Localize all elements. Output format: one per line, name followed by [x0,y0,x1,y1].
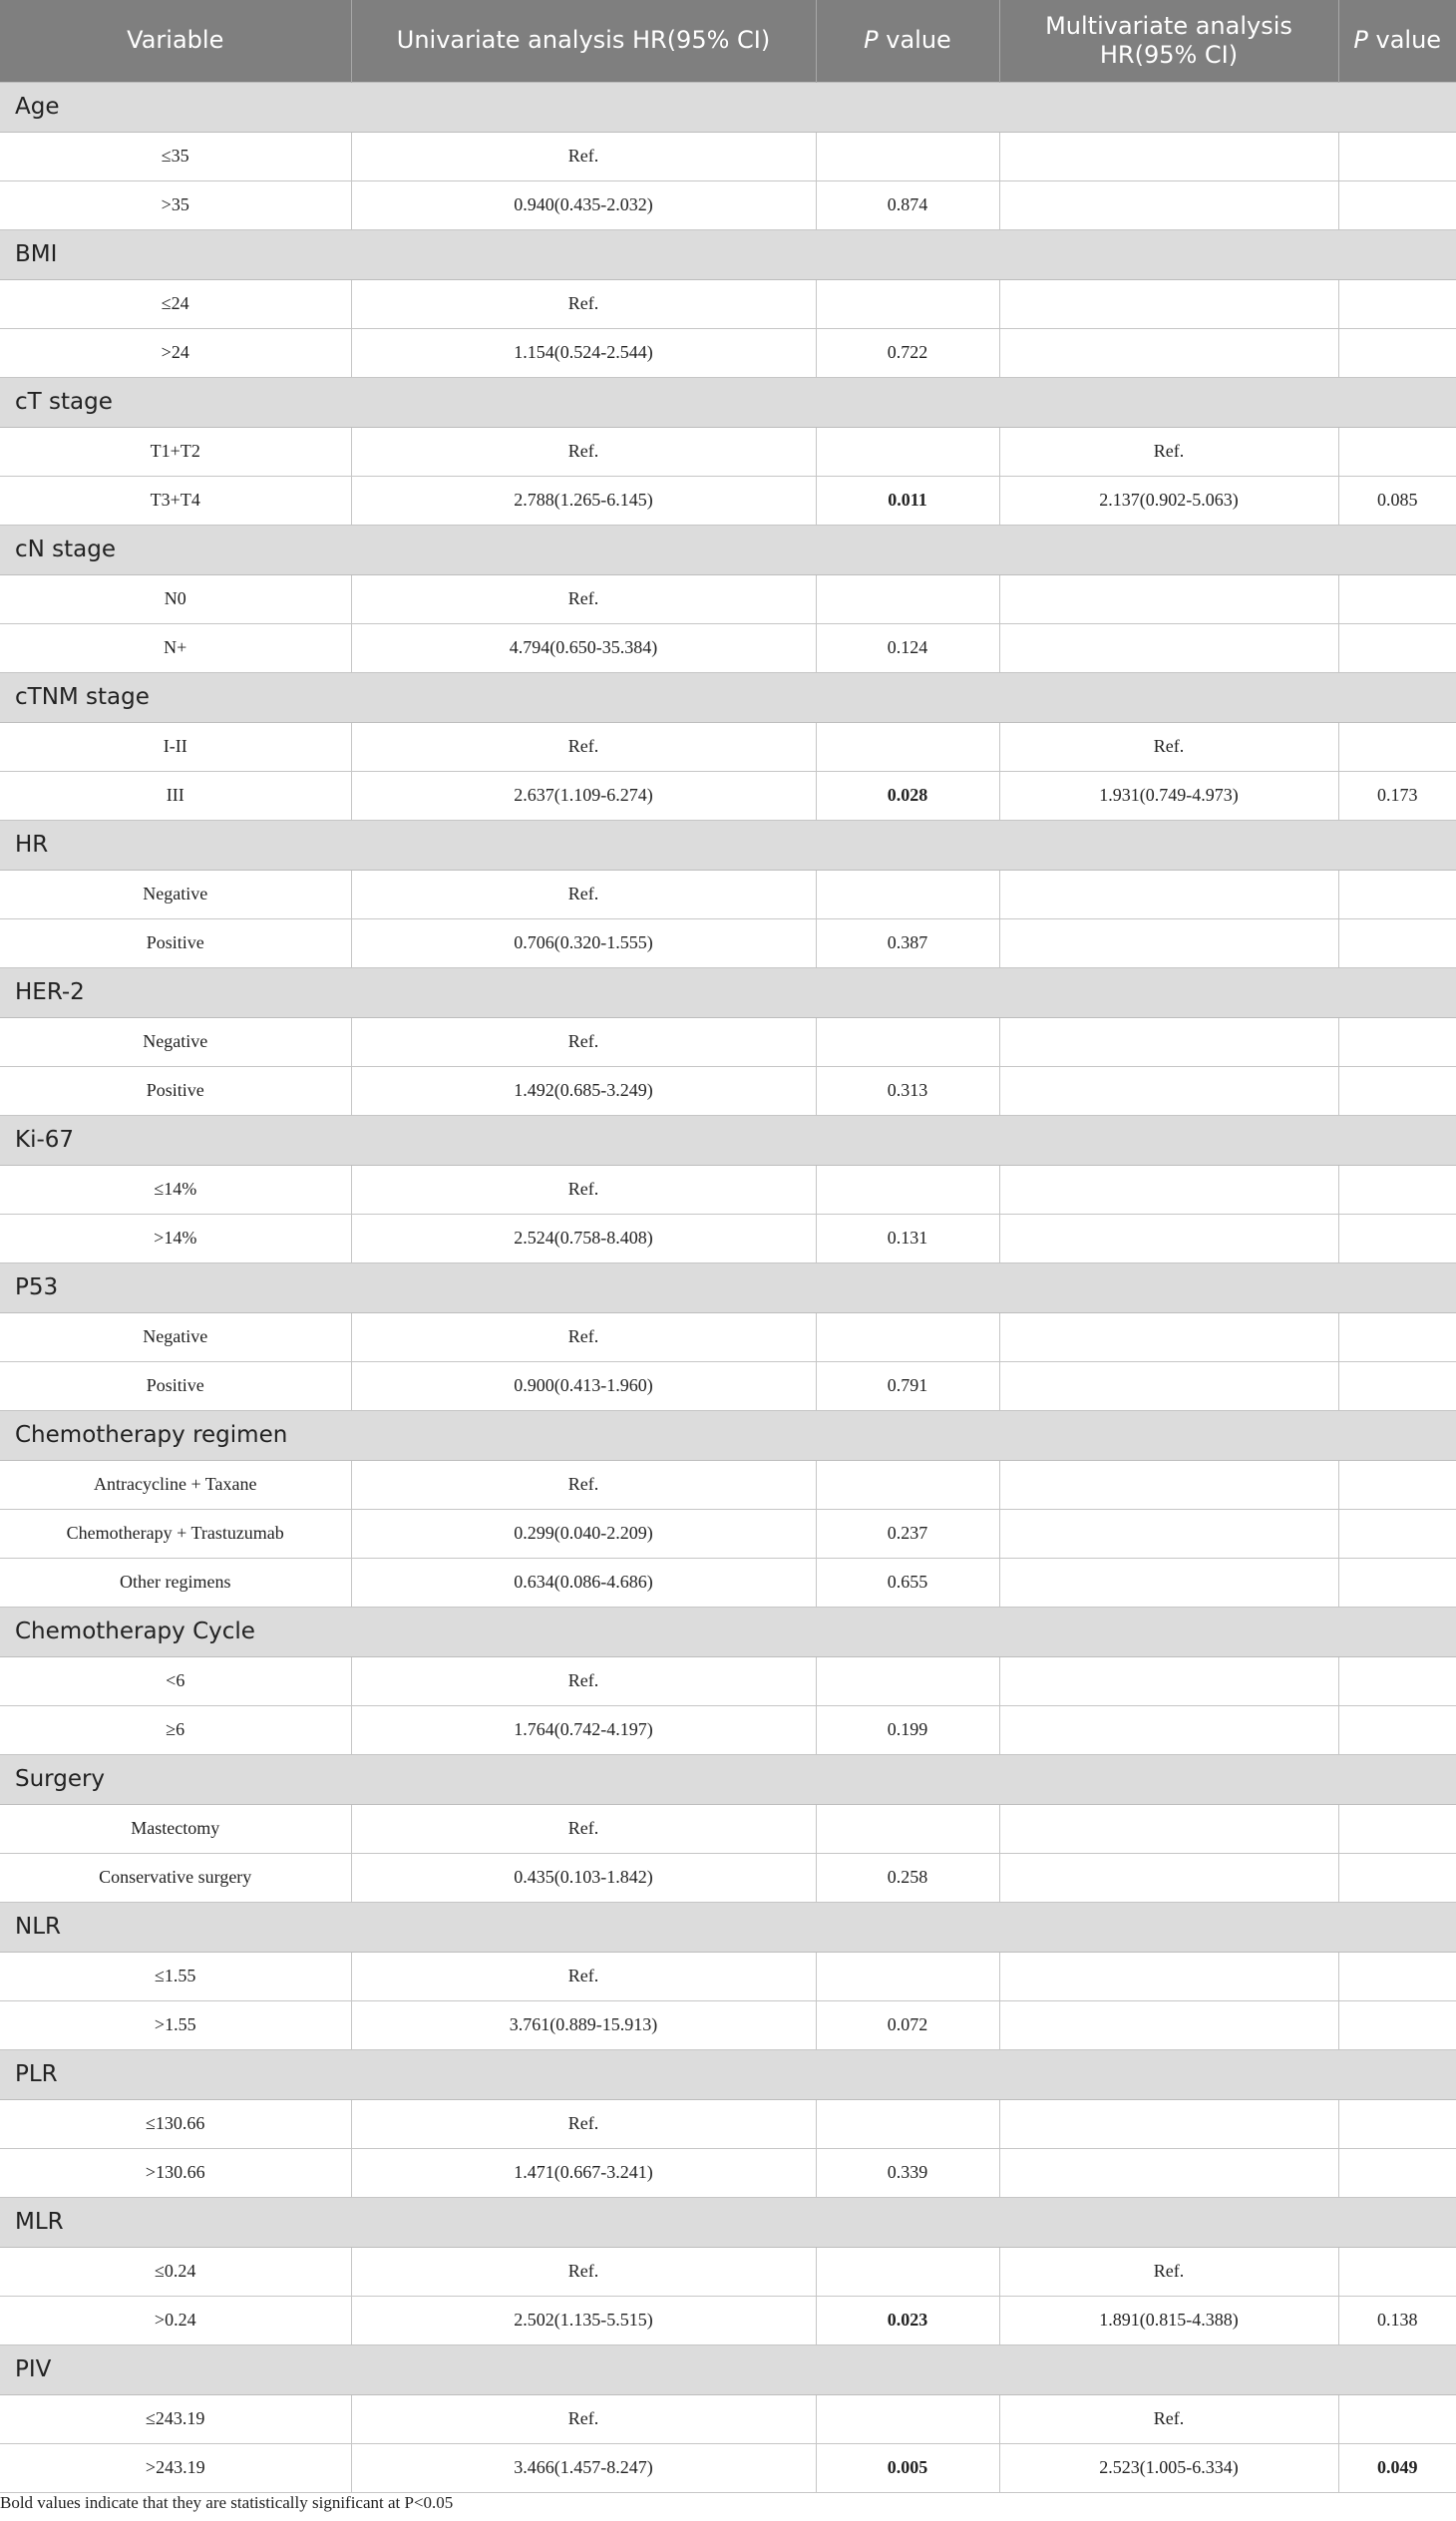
cell-univariate-hr: 2.524(0.758-8.408) [351,1214,816,1262]
table-row [0,476,1456,525]
cell-multivariate-hr: Ref. [999,2247,1338,2296]
group-row [0,82,1456,132]
cell-multivariate-hr [999,1804,1338,1853]
cell-univariate-p [816,1460,999,1509]
table-row [0,870,1456,918]
cell-multivariate-p [1338,2148,1456,2197]
cell-univariate-hr: 0.900(0.413-1.960) [351,1361,816,1410]
cell-multivariate-hr [999,180,1338,229]
cell-univariate-p: 0.258 [816,1853,999,1902]
cell-variable-level: Other regimens [0,1558,351,1607]
group-row [0,1607,1456,1656]
cell-multivariate-p [1338,2000,1456,2049]
group-label: P53 [0,1262,1456,1312]
group-label: MLR [0,2197,1456,2247]
cell-variable-level: Negative [0,870,351,918]
cell-variable-level: >0.24 [0,2296,351,2344]
cell-variable-level: >130.66 [0,2148,351,2197]
table-row [0,1804,1456,1853]
table-row [0,1312,1456,1361]
group-label: Chemotherapy regimen [0,1410,1456,1460]
cell-multivariate-p: 0.085 [1338,476,1456,525]
cell-multivariate-p [1338,623,1456,672]
cell-variable-level: Negative [0,1312,351,1361]
cell-multivariate-p [1338,1361,1456,1410]
cell-multivariate-hr [999,1312,1338,1361]
cell-multivariate-p [1338,279,1456,328]
group-label: cT stage [0,377,1456,427]
cell-multivariate-p [1338,328,1456,377]
group-label: Chemotherapy Cycle [0,1607,1456,1656]
cell-multivariate-hr [999,870,1338,918]
cell-univariate-hr: Ref. [351,870,816,918]
group-label: BMI [0,229,1456,279]
cell-multivariate-p [1338,1509,1456,1558]
table-row [0,2148,1456,2197]
cell-variable-level: I-II [0,722,351,771]
cell-multivariate-p [1338,918,1456,967]
cell-variable-level: ≤14% [0,1165,351,1214]
cell-multivariate-hr [999,918,1338,967]
group-row [0,1410,1456,1460]
cell-univariate-hr: Ref. [351,132,816,180]
table-row [0,1558,1456,1607]
table-row [0,1853,1456,1902]
group-label: Ki-67 [0,1115,1456,1165]
cell-multivariate-p [1338,1705,1456,1754]
cell-multivariate-hr [999,279,1338,328]
cell-multivariate-p [1338,1460,1456,1509]
cell-variable-level: >35 [0,180,351,229]
group-row [0,820,1456,870]
cell-univariate-p [816,1804,999,1853]
group-label: NLR [0,1902,1456,1952]
table-row [0,623,1456,672]
cell-multivariate-hr [999,132,1338,180]
table-row [0,1214,1456,1262]
table-row [0,2000,1456,2049]
table-row [0,2443,1456,2492]
cell-univariate-p: 0.313 [816,1066,999,1115]
table-row [0,1361,1456,1410]
cell-univariate-p: 0.023 [816,2296,999,2344]
cell-univariate-hr: 1.764(0.742-4.197) [351,1705,816,1754]
cell-univariate-hr: Ref. [351,2099,816,2148]
cell-multivariate-p [1338,2247,1456,2296]
cell-multivariate-hr [999,1558,1338,1607]
header-multivariate: Multivariate analysis HR(95% CI) [999,0,1338,82]
group-label: cTNM stage [0,672,1456,722]
cell-multivariate-p: 0.173 [1338,771,1456,820]
cell-variable-level: <6 [0,1656,351,1705]
table-row [0,2247,1456,2296]
group-label: PIV [0,2344,1456,2394]
table-row [0,180,1456,229]
cell-multivariate-p [1338,427,1456,476]
header-p-value-1 [816,0,999,82]
cell-univariate-hr: 1.154(0.524-2.544) [351,328,816,377]
table-row [0,132,1456,180]
table-row [0,427,1456,476]
table-row [0,574,1456,623]
cell-variable-level: ≥6 [0,1705,351,1754]
group-row [0,1902,1456,1952]
table-row [0,918,1456,967]
table-row [0,2296,1456,2344]
cell-univariate-hr: Ref. [351,574,816,623]
cell-multivariate-p [1338,1214,1456,1262]
cell-variable-level: >1.55 [0,2000,351,2049]
cell-univariate-hr: Ref. [351,1165,816,1214]
group-label: HER-2 [0,967,1456,1017]
cell-univariate-hr: 0.435(0.103-1.842) [351,1853,816,1902]
cell-variable-level: ≤24 [0,279,351,328]
cell-univariate-p: 0.655 [816,1558,999,1607]
cell-univariate-hr: 3.761(0.889-15.913) [351,2000,816,2049]
cell-univariate-p [816,2099,999,2148]
cell-univariate-p [816,574,999,623]
cell-univariate-p [816,1952,999,2000]
table-row [0,328,1456,377]
table-row [0,2394,1456,2443]
cell-multivariate-p [1338,1804,1456,1853]
cell-variable-level: T3+T4 [0,476,351,525]
cell-univariate-p [816,1165,999,1214]
cell-variable-level: Mastectomy [0,1804,351,1853]
cell-univariate-p [816,1312,999,1361]
header-row [0,0,1456,82]
table-row [0,1656,1456,1705]
cell-multivariate-p [1338,1017,1456,1066]
cell-multivariate-hr: Ref. [999,2394,1338,2443]
cell-univariate-p: 0.874 [816,180,999,229]
cell-univariate-p: 0.028 [816,771,999,820]
header-p-italic-2: P [1353,26,1368,55]
cell-variable-level: Positive [0,1066,351,1115]
table-footnote: Bold values indicate that they are statistically significant at P<0.05 [0,2493,454,2512]
table-row [0,1509,1456,1558]
cell-univariate-p [816,132,999,180]
cell-multivariate-hr: 1.931(0.749-4.973) [999,771,1338,820]
group-label: Age [0,82,1456,132]
cell-univariate-hr: Ref. [351,427,816,476]
cell-multivariate-hr [999,328,1338,377]
cell-variable-level: T1+T2 [0,427,351,476]
group-row [0,1754,1456,1804]
cell-univariate-p: 0.237 [816,1509,999,1558]
cell-multivariate-hr [999,1165,1338,1214]
cell-variable-level: Negative [0,1017,351,1066]
cell-multivariate-hr [999,1066,1338,1115]
table-header [0,0,1456,82]
group-row [0,1262,1456,1312]
cell-multivariate-p [1338,722,1456,771]
cell-univariate-p: 0.199 [816,1705,999,1754]
cell-variable-level: N+ [0,623,351,672]
table-row [0,771,1456,820]
cell-univariate-hr: Ref. [351,1460,816,1509]
cell-multivariate-p [1338,1656,1456,1705]
table-body [0,82,1456,2492]
cell-variable-level: ≤130.66 [0,2099,351,2148]
cell-univariate-p [816,722,999,771]
cell-univariate-hr: Ref. [351,722,816,771]
cell-univariate-p: 0.339 [816,2148,999,2197]
header-variable: Variable [0,0,351,82]
cell-univariate-p [816,427,999,476]
cell-multivariate-p [1338,574,1456,623]
cell-univariate-hr: 0.634(0.086-4.686) [351,1558,816,1607]
group-label: cN stage [0,525,1456,574]
cell-univariate-p [816,2394,999,2443]
cell-univariate-hr: Ref. [351,1312,816,1361]
cell-univariate-hr: 3.466(1.457-8.247) [351,2443,816,2492]
cell-variable-level: N0 [0,574,351,623]
table-row [0,1952,1456,2000]
cell-multivariate-hr [999,1460,1338,1509]
cell-variable-level: Positive [0,1361,351,1410]
cell-multivariate-hr: Ref. [999,722,1338,771]
cell-univariate-hr: Ref. [351,1804,816,1853]
cell-variable-level: >243.19 [0,2443,351,2492]
cell-univariate-hr: Ref. [351,1017,816,1066]
group-row [0,377,1456,427]
cell-variable-level: >14% [0,1214,351,1262]
cell-multivariate-hr: Ref. [999,427,1338,476]
cell-variable-level: Antracycline + Taxane [0,1460,351,1509]
cell-univariate-p [816,2247,999,2296]
cell-multivariate-hr [999,2099,1338,2148]
cell-multivariate-p: 0.049 [1338,2443,1456,2492]
cell-univariate-hr: Ref. [351,2394,816,2443]
cell-multivariate-p [1338,132,1456,180]
cell-variable-level: ≤1.55 [0,1952,351,2000]
cell-univariate-p: 0.072 [816,2000,999,2049]
group-row [0,229,1456,279]
cell-univariate-p: 0.131 [816,1214,999,1262]
cell-multivariate-hr [999,2148,1338,2197]
cell-multivariate-hr: 2.137(0.902-5.063) [999,476,1338,525]
header-p-suffix-2: value [1367,26,1442,55]
header-p-value-2 [1338,0,1456,82]
cell-multivariate-hr [999,1952,1338,2000]
header-univariate: Univariate analysis HR(95% CI) [351,0,816,82]
group-row [0,1115,1456,1165]
cell-multivariate-hr [999,1361,1338,1410]
cell-univariate-hr: 4.794(0.650-35.384) [351,623,816,672]
cell-univariate-hr: 1.492(0.685-3.249) [351,1066,816,1115]
cell-multivariate-p: 0.138 [1338,2296,1456,2344]
cell-univariate-hr: 0.706(0.320-1.555) [351,918,816,967]
cell-multivariate-hr [999,1509,1338,1558]
group-label: Surgery [0,1754,1456,1804]
table-row [0,1165,1456,1214]
cell-univariate-p [816,1656,999,1705]
cell-variable-level: ≤243.19 [0,2394,351,2443]
cell-multivariate-p [1338,1853,1456,1902]
cell-variable-level: Conservative surgery [0,1853,351,1902]
cell-univariate-hr: Ref. [351,1656,816,1705]
header-p-italic-1: P [864,26,879,55]
cell-multivariate-p [1338,1165,1456,1214]
table-row [0,2099,1456,2148]
cell-multivariate-p [1338,870,1456,918]
cell-variable-level: >24 [0,328,351,377]
cell-multivariate-p [1338,1066,1456,1115]
cell-variable-level: III [0,771,351,820]
table-row [0,1705,1456,1754]
cell-multivariate-hr [999,1853,1338,1902]
cell-variable-level: Positive [0,918,351,967]
header-p-suffix-1: value [878,26,951,55]
cell-univariate-hr: 2.502(1.135-5.515) [351,2296,816,2344]
cell-multivariate-hr: 2.523(1.005-6.334) [999,2443,1338,2492]
cell-multivariate-p [1338,1558,1456,1607]
cell-univariate-hr: Ref. [351,1952,816,2000]
cell-multivariate-hr [999,1656,1338,1705]
cell-multivariate-hr [999,1705,1338,1754]
group-row [0,967,1456,1017]
group-row [0,525,1456,574]
cell-univariate-hr: 0.299(0.040-2.209) [351,1509,816,1558]
group-row [0,2197,1456,2247]
cell-variable-level: ≤0.24 [0,2247,351,2296]
cell-multivariate-p [1338,2394,1456,2443]
cell-univariate-p: 0.722 [816,328,999,377]
cell-univariate-hr: 2.637(1.109-6.274) [351,771,816,820]
cell-multivariate-p [1338,1952,1456,2000]
group-row [0,2049,1456,2099]
table-row [0,1066,1456,1115]
cell-univariate-p: 0.791 [816,1361,999,1410]
cell-variable-level: ≤35 [0,132,351,180]
cell-univariate-hr: 2.788(1.265-6.145) [351,476,816,525]
cell-univariate-p [816,279,999,328]
cell-univariate-hr: Ref. [351,2247,816,2296]
cell-univariate-p [816,870,999,918]
table-row [0,1017,1456,1066]
cell-multivariate-hr [999,574,1338,623]
group-label: HR [0,820,1456,870]
table-row [0,1460,1456,1509]
cell-multivariate-p [1338,2099,1456,2148]
cell-multivariate-hr [999,1017,1338,1066]
cell-univariate-p: 0.124 [816,623,999,672]
cell-multivariate-p [1338,180,1456,229]
table-row [0,279,1456,328]
cell-multivariate-hr [999,623,1338,672]
cell-univariate-p: 0.387 [816,918,999,967]
cell-univariate-p: 0.005 [816,2443,999,2492]
cell-multivariate-p [1338,1312,1456,1361]
cell-multivariate-hr: 1.891(0.815-4.388) [999,2296,1338,2344]
cell-univariate-hr: 0.940(0.435-2.032) [351,180,816,229]
group-row [0,2344,1456,2394]
cell-univariate-hr: 1.471(0.667-3.241) [351,2148,816,2197]
cell-variable-level: Chemotherapy + Trastuzumab [0,1509,351,1558]
group-label: PLR [0,2049,1456,2099]
table-row [0,722,1456,771]
group-row [0,672,1456,722]
cell-univariate-p: 0.011 [816,476,999,525]
cell-multivariate-hr [999,1214,1338,1262]
cell-univariate-p [816,1017,999,1066]
cell-multivariate-hr [999,2000,1338,2049]
cell-univariate-hr: Ref. [351,279,816,328]
